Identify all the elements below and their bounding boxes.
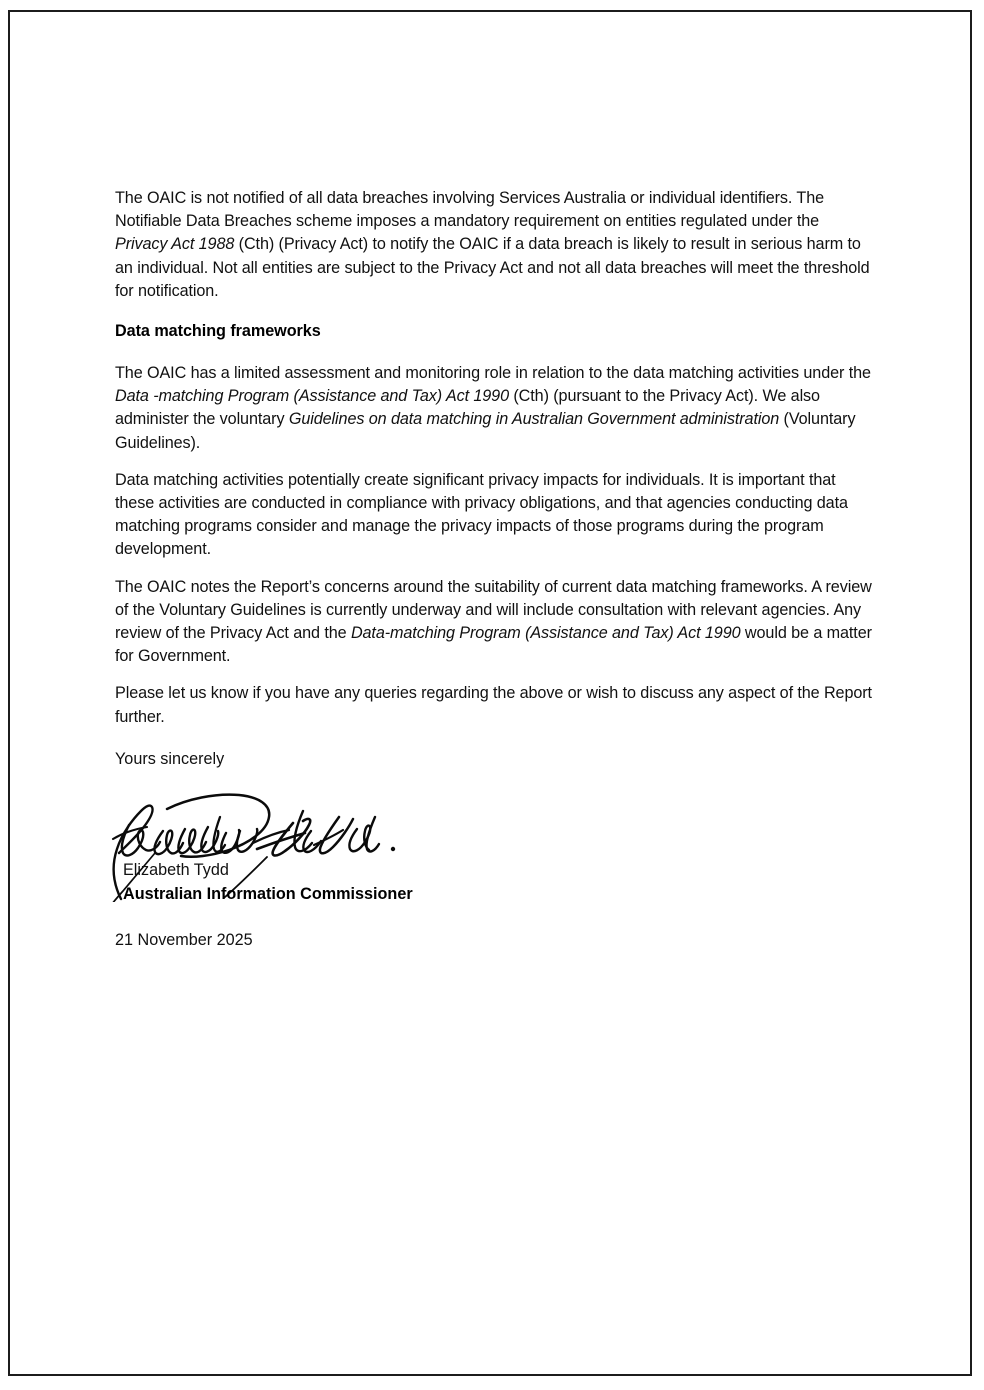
letter-date: 21 November 2025 <box>115 931 253 950</box>
act-title-privacy-act-1988: Privacy Act 1988 <box>115 235 235 254</box>
guidelines-title-voluntary: Guidelines on data matching in Australian Government administration <box>288 410 780 429</box>
act-title-data-matching-program: Data -matching Program (Assistance and Tax) Act 1990 <box>115 387 509 406</box>
page-frame <box>8 10 972 1376</box>
letter-body <box>115 187 875 952</box>
paragraph-report-concerns <box>115 576 875 669</box>
signer-title: Australian Information Commissioner <box>123 885 413 904</box>
paragraph-text-part: would be a matter for Government. <box>115 624 872 666</box>
paragraph-notification-scheme <box>115 187 875 303</box>
paragraph-privacy-impacts: Data matching activities potentially create significant privacy impacts for individuals. It is important that these activities are conducted in compliance with privacy obligations, and that agencies conducting data matching programs consider and manage the privacy impacts of those programs during the program development. <box>115 470 848 559</box>
paragraph-text-part: The OAIC is not notified of all data breaches involving Services Australia or individual identifiers. The Notifiable Data Breaches scheme imposes a mandatory requirement on entities regulated under the <box>115 189 825 231</box>
closing-section <box>115 748 875 952</box>
paragraph-text-part: (Voluntary Guidelines). <box>115 410 856 452</box>
signer-name: Elizabeth Tydd <box>123 861 229 880</box>
paragraph-text-part: (Cth) (Privacy Act) to notify the OAIC if a data breach is likely to result in serious harm to an individual. Not all entities are subject to the Privacy Act and not all data breaches will meet the threshold for notification. <box>115 235 870 300</box>
salutation: Yours sincerely <box>115 749 225 768</box>
paragraph-closing-queries: Please let us know if you have any queries regarding the above or wish to discuss any aspect of the Report further. <box>115 684 872 726</box>
signature-block <box>115 771 875 921</box>
paragraph-text-part: The OAIC notes the Report’s concerns around the suitability of current data matching frameworks. A review of the Voluntary Guidelines is currently underway and will include consultation with relevant agencies. Any review of the Privacy Act and the <box>115 577 872 643</box>
act-title-data-matching-program-2: Data-matching Program (Assistance and Tax) Act 1990 <box>350 624 741 643</box>
paragraph-oaic-role <box>115 362 875 455</box>
paragraph-text-part: (Cth) (pursuant to the Privacy Act). We also administer the voluntary <box>115 387 820 429</box>
paragraph-text-part: The OAIC has a limited assessment and monitoring role in relation to the data matching activities under the <box>115 364 871 383</box>
section-heading-data-matching-frameworks: Data matching frameworks <box>115 322 321 341</box>
